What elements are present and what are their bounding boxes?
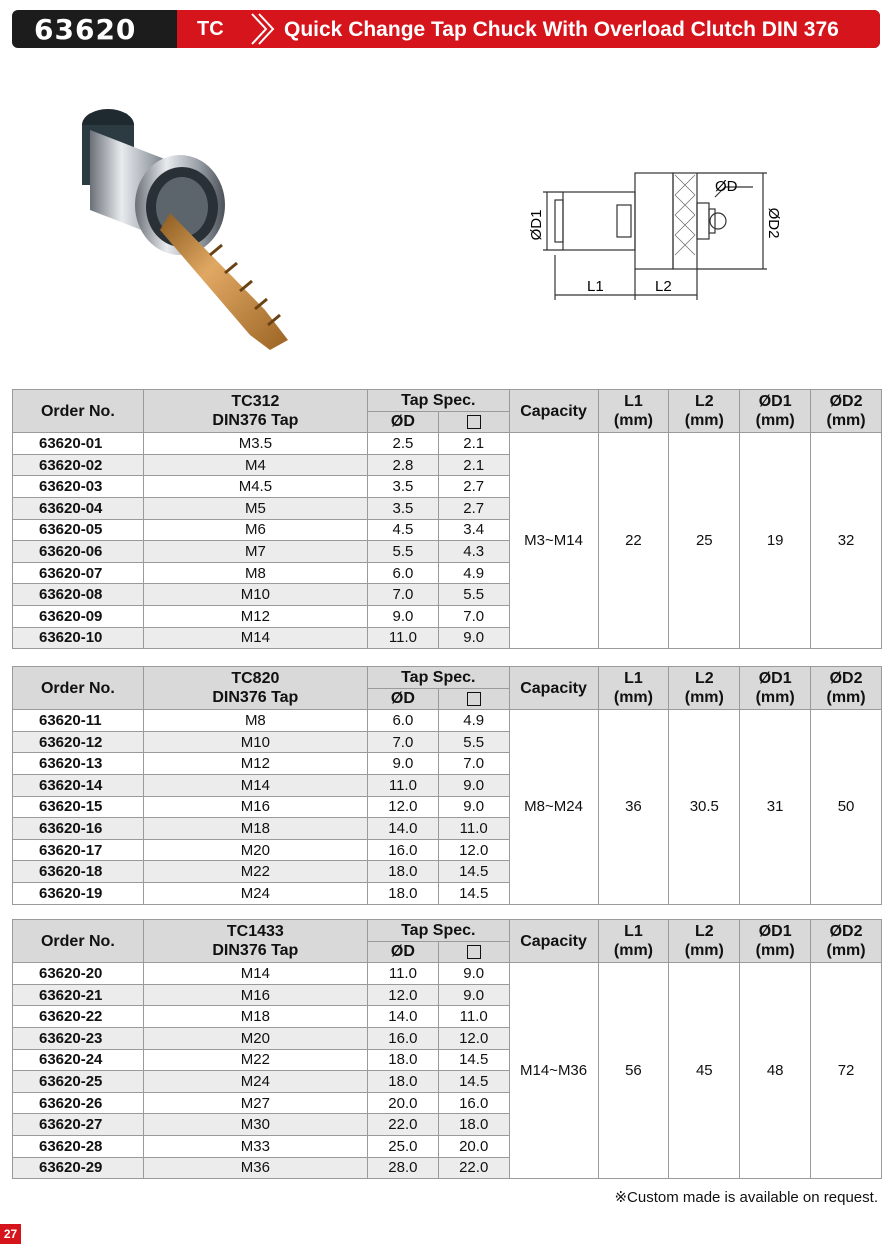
col-od: ØD xyxy=(368,411,439,433)
square-cell: 11.0 xyxy=(438,1006,509,1028)
col-square xyxy=(438,688,509,710)
order-no-cell: 63620-19 xyxy=(13,882,144,904)
col-d2 xyxy=(811,390,882,433)
table-row xyxy=(13,963,882,985)
col-l1 xyxy=(598,920,669,963)
order-no-cell: 63620-03 xyxy=(13,476,144,498)
col-l2-label: L2 xyxy=(694,393,714,411)
col-square xyxy=(438,411,509,433)
tap-size-cell: M7 xyxy=(143,541,367,563)
col-tap-spec: Tap Spec. xyxy=(368,390,510,412)
col-od: ØD xyxy=(367,941,438,963)
od-cell: 4.5 xyxy=(368,519,439,541)
unit-label: (mm) xyxy=(684,689,724,707)
l1-cell: 56 xyxy=(598,963,669,1179)
col-l1-label: L1 xyxy=(624,670,643,688)
tap-size-cell: M5 xyxy=(143,497,367,519)
col-d2 xyxy=(811,920,882,963)
tap-size-cell: M16 xyxy=(143,984,367,1006)
od-cell: 12.0 xyxy=(367,796,438,818)
col-d1 xyxy=(740,667,811,710)
order-no-cell: 63620-05 xyxy=(13,519,144,541)
dim-label-d2: ØD2 xyxy=(765,207,782,239)
d1-cell: 31 xyxy=(740,710,811,904)
od-cell: 12.0 xyxy=(367,984,438,1006)
footnote: ※Custom made is available on request. xyxy=(614,1189,878,1206)
od-cell: 7.0 xyxy=(368,584,439,606)
d2-cell: 32 xyxy=(811,433,882,649)
od-cell: 18.0 xyxy=(367,861,438,883)
order-no-cell: 63620-07 xyxy=(13,562,144,584)
header-banner xyxy=(12,10,880,48)
order-no-cell: 63620-15 xyxy=(13,796,144,818)
order-no-cell: 63620-08 xyxy=(13,584,144,606)
d2-cell: 50 xyxy=(811,710,882,904)
square-cell: 4.9 xyxy=(438,710,509,732)
spec-table xyxy=(12,919,882,1179)
col-od: ØD xyxy=(367,688,438,710)
od-cell: 28.0 xyxy=(367,1157,438,1179)
square-cell: 5.5 xyxy=(438,731,509,753)
col-tap-spec: Tap Spec. xyxy=(367,667,509,689)
od-cell: 3.5 xyxy=(368,497,439,519)
d1-cell: 19 xyxy=(740,433,811,649)
col-l1 xyxy=(598,667,669,710)
col-d2-label: ØD2 xyxy=(829,393,863,411)
tap-size-cell: M3.5 xyxy=(143,433,367,455)
tap-size-cell: M18 xyxy=(143,1006,367,1028)
col-order-no: Order No. xyxy=(13,920,144,963)
l2-cell: 25 xyxy=(669,433,740,649)
unit-label: (mm) xyxy=(826,689,866,707)
order-no-cell: 63620-09 xyxy=(13,605,144,627)
unit-label: (mm) xyxy=(613,942,653,960)
od-cell: 11.0 xyxy=(368,627,439,649)
od-cell: 25.0 xyxy=(367,1135,438,1157)
table-row xyxy=(13,710,882,732)
od-cell: 6.0 xyxy=(367,710,438,732)
col-l2 xyxy=(669,390,740,433)
capacity-cell: M14~M36 xyxy=(509,963,598,1179)
od-cell: 2.8 xyxy=(368,454,439,476)
od-cell: 20.0 xyxy=(367,1092,438,1114)
unit-label: (mm) xyxy=(613,412,653,430)
square-cell: 12.0 xyxy=(438,839,509,861)
square-cell: 9.0 xyxy=(438,774,509,796)
square-cell: 16.0 xyxy=(438,1092,509,1114)
square-cell: 9.0 xyxy=(438,963,509,985)
col-model xyxy=(143,667,367,710)
tap-size-cell: M30 xyxy=(143,1114,367,1136)
col-order-no: Order No. xyxy=(13,667,144,710)
od-cell: 16.0 xyxy=(367,1027,438,1049)
col-l2-label: L2 xyxy=(694,670,714,688)
order-no-cell: 63620-27 xyxy=(13,1114,144,1136)
square-cell: 2.1 xyxy=(438,454,509,476)
od-cell: 18.0 xyxy=(367,882,438,904)
l2-cell: 45 xyxy=(669,963,740,1179)
order-no-cell: 63620-23 xyxy=(13,1027,144,1049)
tap-size-cell: M16 xyxy=(143,796,367,818)
square-cell: 2.7 xyxy=(438,497,509,519)
tap-size-cell: M10 xyxy=(143,731,367,753)
order-no-cell: 63620-06 xyxy=(13,541,144,563)
order-no-cell: 63620-04 xyxy=(13,497,144,519)
tap-size-cell: M14 xyxy=(143,963,367,985)
square-cell: 5.5 xyxy=(438,584,509,606)
col-square xyxy=(438,941,509,963)
square-icon xyxy=(467,945,481,959)
tap-size-cell: M20 xyxy=(143,839,367,861)
order-no-cell: 63620-14 xyxy=(13,774,144,796)
unit-label: (mm) xyxy=(826,942,866,960)
col-l1-label: L1 xyxy=(624,923,643,941)
col-d1-label: ØD1 xyxy=(758,923,792,941)
tap-size-cell: M4.5 xyxy=(143,476,367,498)
series-label: TC xyxy=(197,18,224,40)
square-cell: 11.0 xyxy=(438,818,509,840)
page-title: Quick Change Tap Chuck With Overload Clutch DIN 376 xyxy=(284,18,839,41)
model-name: TC820 xyxy=(231,670,280,688)
dim-label-l1: L1 xyxy=(587,278,604,295)
square-cell: 9.0 xyxy=(438,796,509,818)
unit-label: (mm) xyxy=(755,942,795,960)
order-no-cell: 63620-20 xyxy=(13,963,144,985)
d2-cell: 72 xyxy=(811,963,882,1179)
od-cell: 16.0 xyxy=(367,839,438,861)
square-cell: 14.5 xyxy=(438,861,509,883)
din-tap-label: DIN376 Tap xyxy=(212,689,299,707)
model-name: TC1433 xyxy=(226,923,284,941)
unit-label: (mm) xyxy=(613,689,653,707)
col-l2 xyxy=(669,920,740,963)
order-no-cell: 63620-13 xyxy=(13,753,144,775)
col-capacity: Capacity xyxy=(509,920,598,963)
din-tap-label: DIN376 Tap xyxy=(212,412,299,430)
tap-size-cell: M18 xyxy=(143,818,367,840)
col-model xyxy=(143,390,367,433)
order-no-cell: 63620-01 xyxy=(13,433,144,455)
square-icon xyxy=(467,415,481,429)
model-name: TC312 xyxy=(231,393,280,411)
od-cell: 5.5 xyxy=(368,541,439,563)
din-tap-label: DIN376 Tap xyxy=(212,942,299,960)
tap-size-cell: M24 xyxy=(143,882,367,904)
col-d2-label: ØD2 xyxy=(829,923,863,941)
square-cell: 18.0 xyxy=(438,1114,509,1136)
order-no-cell: 63620-21 xyxy=(13,984,144,1006)
chevron-right-icon xyxy=(248,10,274,48)
order-no-cell: 63620-12 xyxy=(13,731,144,753)
square-icon xyxy=(467,692,481,706)
tap-size-cell: M27 xyxy=(143,1092,367,1114)
square-cell: 14.5 xyxy=(438,1049,509,1071)
square-cell: 4.3 xyxy=(438,541,509,563)
square-cell: 7.0 xyxy=(438,753,509,775)
order-no-cell: 63620-24 xyxy=(13,1049,144,1071)
order-no-cell: 63620-11 xyxy=(13,710,144,732)
dim-label-od: ØD xyxy=(715,178,738,195)
col-l1-label: L1 xyxy=(624,393,643,411)
od-cell: 18.0 xyxy=(367,1049,438,1071)
order-no-cell: 63620-10 xyxy=(13,627,144,649)
order-no-cell: 63620-22 xyxy=(13,1006,144,1028)
col-d2 xyxy=(811,667,882,710)
od-cell: 14.0 xyxy=(367,818,438,840)
tap-size-cell: M20 xyxy=(143,1027,367,1049)
tap-size-cell: M36 xyxy=(143,1157,367,1179)
tap-size-cell: M14 xyxy=(143,774,367,796)
col-d2-label: ØD2 xyxy=(829,670,863,688)
tap-size-cell: M6 xyxy=(143,519,367,541)
square-cell: 2.1 xyxy=(438,433,509,455)
od-cell: 7.0 xyxy=(367,731,438,753)
tap-size-cell: M33 xyxy=(143,1135,367,1157)
unit-label: (mm) xyxy=(755,689,795,707)
l2-cell: 30.5 xyxy=(669,710,740,904)
tap-size-cell: M8 xyxy=(143,710,367,732)
col-capacity: Capacity xyxy=(509,667,598,710)
unit-label: (mm) xyxy=(826,412,866,430)
square-cell: 14.5 xyxy=(438,1071,509,1093)
square-cell: 12.0 xyxy=(438,1027,509,1049)
square-cell: 4.9 xyxy=(438,562,509,584)
col-d1-label: ØD1 xyxy=(758,670,792,688)
order-no-cell: 63620-29 xyxy=(13,1157,144,1179)
col-capacity: Capacity xyxy=(509,390,598,433)
tap-size-cell: M4 xyxy=(143,454,367,476)
od-cell: 18.0 xyxy=(367,1071,438,1093)
square-cell: 22.0 xyxy=(438,1157,509,1179)
od-cell: 9.0 xyxy=(367,753,438,775)
tap-size-cell: M12 xyxy=(143,753,367,775)
order-no-cell: 63620-16 xyxy=(13,818,144,840)
dimension-diagram xyxy=(525,165,780,305)
tap-size-cell: M12 xyxy=(143,605,367,627)
od-cell: 2.5 xyxy=(368,433,439,455)
l1-cell: 36 xyxy=(598,710,669,904)
od-cell: 3.5 xyxy=(368,476,439,498)
order-no-cell: 63620-26 xyxy=(13,1092,144,1114)
unit-label: (mm) xyxy=(684,412,724,430)
l1-cell: 22 xyxy=(598,433,669,649)
square-cell: 2.7 xyxy=(438,476,509,498)
order-no-cell: 63620-02 xyxy=(13,454,144,476)
od-cell: 6.0 xyxy=(368,562,439,584)
unit-label: (mm) xyxy=(684,942,724,960)
col-d1 xyxy=(740,390,811,433)
spec-table xyxy=(12,666,882,905)
col-order-no: Order No. xyxy=(13,390,144,433)
od-cell: 9.0 xyxy=(368,605,439,627)
table-row xyxy=(13,433,882,455)
col-l2-label: L2 xyxy=(694,923,714,941)
square-cell: 3.4 xyxy=(438,519,509,541)
product-code: 63620 xyxy=(34,13,137,46)
order-no-cell: 63620-18 xyxy=(13,861,144,883)
banner-arrow xyxy=(152,10,174,48)
order-no-cell: 63620-28 xyxy=(13,1135,144,1157)
od-cell: 11.0 xyxy=(367,963,438,985)
unit-label: (mm) xyxy=(755,412,795,430)
tap-size-cell: M10 xyxy=(143,584,367,606)
tap-size-cell: M24 xyxy=(143,1071,367,1093)
od-cell: 14.0 xyxy=(367,1006,438,1028)
dim-label-d1: ØD1 xyxy=(528,209,545,241)
tap-size-cell: M22 xyxy=(143,1049,367,1071)
square-cell: 7.0 xyxy=(438,605,509,627)
square-cell: 20.0 xyxy=(438,1135,509,1157)
order-no-cell: 63620-25 xyxy=(13,1071,144,1093)
tap-size-cell: M22 xyxy=(143,861,367,883)
col-d1 xyxy=(740,920,811,963)
spec-table xyxy=(12,389,882,649)
square-cell: 9.0 xyxy=(438,627,509,649)
dim-label-l2: L2 xyxy=(655,278,672,295)
col-l2 xyxy=(669,667,740,710)
tap-size-cell: M8 xyxy=(143,562,367,584)
col-model xyxy=(143,920,367,963)
col-tap-spec: Tap Spec. xyxy=(367,920,509,942)
tap-size-cell: M14 xyxy=(143,627,367,649)
page-number: 27 xyxy=(0,1224,21,1244)
capacity-cell: M3~M14 xyxy=(509,433,598,649)
col-d1-label: ØD1 xyxy=(758,393,792,411)
square-cell: 9.0 xyxy=(438,984,509,1006)
col-l1 xyxy=(598,390,669,433)
product-photo xyxy=(60,95,310,365)
od-cell: 22.0 xyxy=(367,1114,438,1136)
capacity-cell: M8~M24 xyxy=(509,710,598,904)
order-no-cell: 63620-17 xyxy=(13,839,144,861)
d1-cell: 48 xyxy=(740,963,811,1179)
square-cell: 14.5 xyxy=(438,882,509,904)
od-cell: 11.0 xyxy=(367,774,438,796)
